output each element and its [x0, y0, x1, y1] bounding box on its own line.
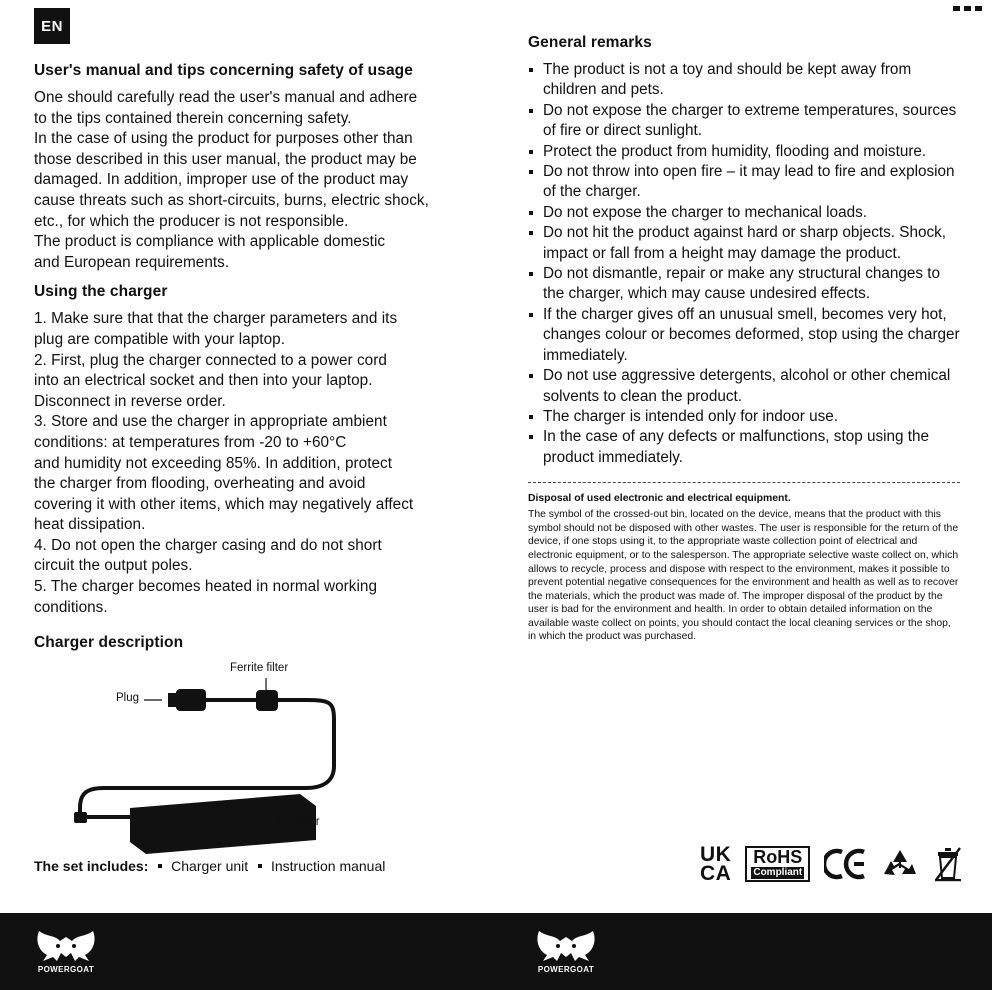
usage-step-line: covering it with other items, which may negatively affect [34, 495, 414, 513]
ce-mark-icon [824, 848, 868, 880]
intro-line: those described in this user manual, the product may be [34, 150, 417, 168]
left-column [34, 62, 484, 857]
general-remarks-heading: General remarks [528, 34, 652, 51]
ukca-line-2: CA [700, 862, 732, 885]
intro-line: to the tips contained therein concerning safety. [34, 109, 352, 127]
ukca-mark [700, 845, 731, 883]
usage-step-line: 3. Store and use the charger in appropriate ambient [34, 413, 387, 431]
intro-paragraph [34, 88, 484, 273]
set-includes-label: The set includes: [34, 858, 149, 874]
disposal-title: Disposal of used electronic and electrical equipment. [528, 493, 791, 505]
general-remarks-list [528, 60, 960, 468]
rohs-line-1: RoHS [753, 847, 803, 867]
brand-logo-left [33, 927, 99, 977]
goat-head-icon [533, 927, 599, 963]
diagram-label-ferrite-filter: Ferrite filter [230, 662, 289, 675]
list-item: Do not dismantle, repair or make any structural changes to the charger, which may cause undesired effects. [528, 264, 960, 305]
usage-steps [34, 309, 484, 618]
list-item: Do not expose the charger to extreme temperatures, sources of fire or direct sunlight. [528, 101, 960, 142]
set-includes [34, 858, 385, 874]
usage-step-line: conditions: at temperatures from -20 to +60°C [34, 433, 347, 451]
language-badge: EN [34, 8, 70, 44]
intro-line: etc., for which the producer is not responsible. [34, 212, 349, 230]
crossed-out-bin-icon [932, 846, 964, 882]
rohs-line-2: Compliant [753, 867, 803, 878]
usage-step-line: the charger from flooding, overheating and avoid [34, 475, 366, 493]
intro-line: The product is compliance with applicable domestic [34, 233, 386, 251]
right-column [528, 34, 960, 644]
ukca-line-1: UK [700, 843, 732, 866]
usage-step-line: 2. First, plug the charger connected to a power cord [34, 351, 387, 369]
diagram-label-plug: Plug [116, 692, 140, 705]
list-item: Do not throw into open fire – it may lead to fire and explosion of the charger. [528, 162, 960, 203]
list-item: The product is not a toy and should be kept away from children and pets. [528, 60, 960, 101]
certification-marks [700, 845, 964, 883]
diagram-label-charger: Charger [278, 816, 320, 829]
usage-step-line: heat dissipation. [34, 516, 146, 534]
usage-step-line: 1. Make sure that that the charger parameters and its [34, 310, 398, 328]
intro-line: In the case of using the product for purposes other than [34, 130, 413, 148]
brand-name: POWERGOAT [537, 965, 595, 974]
brand-name: POWERGOAT [37, 965, 95, 974]
list-item: In the case of any defects or malfunctions, stop using the product immediately. [528, 427, 960, 468]
usage-step-line: and humidity not exceeding 85%. In addition, protect [34, 454, 393, 472]
usage-step-line: Disconnect in reverse order. [34, 392, 226, 410]
list-item: The charger is intended only for indoor use. [528, 407, 960, 427]
section-divider [528, 482, 960, 483]
intro-line: One should carefully read the user's manual and adhere [34, 89, 418, 106]
disposal-body: The symbol of the crossed-out bin, located on the device, means that the product with this symbol should not be disposed with other wastes. The user is responsible for the return of the device, if one stops using it, to the appropriate waste collection point of electrical and electronic equipment, or to the salesperson. The appropriate selective waste collect on, which allows to recycle, process and dispose with respect to the environment, makes it possible to prevent potential negative consequences for the environment and health as well as to recover the materials, which the product was made of. The improper disposal of the product by the user is bad for the environment and health. In order to obtain detailed information on the available waste collect on points, you should contact the local cleaning services or the shop, in which the product was purchased. [528, 509, 959, 643]
list-item: Do not expose the charger to mechanical loads. [528, 203, 960, 223]
bullet-square-icon [158, 864, 162, 868]
bullet-square-icon [258, 864, 262, 868]
usage-step-line: 5. The charger becomes heated in normal working [34, 578, 378, 596]
brand-logo-center [533, 927, 599, 977]
usage-step-line: 4. Do not open the charger casing and do not short [34, 536, 382, 554]
set-includes-item: Charger unit [171, 858, 249, 874]
intro-line: damaged. In addition, improper use of the product may [34, 171, 409, 189]
intro-line: cause threats such as short-circuits, burns, electric shock, [34, 191, 429, 209]
usage-step-line: conditions. [34, 598, 108, 616]
print-registration-marks [953, 6, 982, 11]
usage-step-line: into an electrical socket and then into your laptop. [34, 372, 373, 390]
list-item: If the charger gives off an unusual smell, becomes very hot, changes colour or becomes deformed, stop using the charger immediately. [528, 305, 960, 366]
charger-diagram [34, 662, 484, 857]
manual-heading: User's manual and tips concerning safety of usage [34, 62, 413, 79]
list-item: Protect the product from humidity, flooding and moisture. [528, 142, 960, 162]
set-includes-item: Instruction manual [270, 858, 386, 874]
goat-head-icon [33, 927, 99, 963]
footer-bar [0, 913, 992, 990]
recycle-icon [882, 848, 918, 880]
using-charger-heading: Using the charger [34, 283, 168, 301]
intro-line: and European requirements. [34, 253, 230, 271]
usage-step-line: plug are compatible with your laptop. [34, 330, 285, 348]
list-item: Do not hit the product against hard or sharp objects. Shock, impact or fall from a height may damage the product. [528, 223, 960, 264]
charger-description-heading: Charger description [34, 634, 184, 652]
charger-diagram-drawing [34, 662, 484, 857]
usage-step-line: circuit the output poles. [34, 557, 193, 575]
list-item: Do not use aggressive detergents, alcohol or other chemical solvents to clean the product. [528, 366, 960, 407]
rohs-mark [745, 846, 810, 882]
